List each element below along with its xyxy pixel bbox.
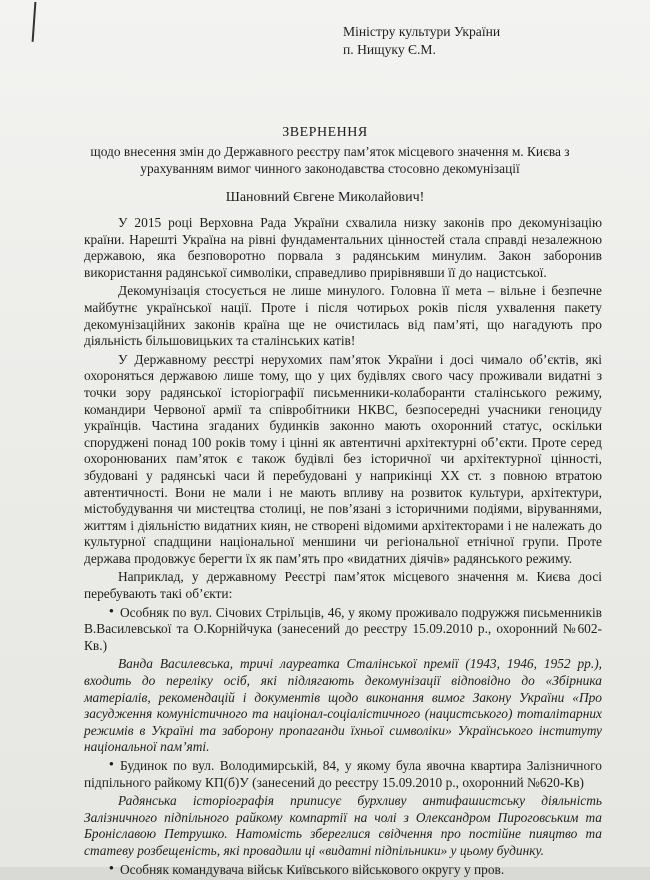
bullet-icon: • <box>108 603 114 620</box>
addressee-line-1: Міністру культури України <box>343 24 501 39</box>
commentary-paragraph: Ванда Василевська, тричі лауреатка Сталінської премії (1943, 1946, 1952 рр.), входить до переліку осіб, які підлягають декомунізації відповідно до «Збірника матеріалів, рекомендацій і документів щодо виконання вимог Закону України «Про засудження комуністичного та націонал-соціалістичного (нацистського) тоталітарних режимів в Україні та заборону пропаганди їхньої символіки» Українського інституту національної пам’яті. <box>84 656 602 755</box>
commentary-paragraph: Радянська історіографія приписує бурхливу антифашистську діяльність Залізничного підпільного райкому компартії на чолі з Олександром Пироговським та Броніславою Петрушко. Натомість збереглися свідчення про постійне пияцтво та статеву розбещеність, які провадили ці «видатні підпільники» у цьому будинку. <box>84 793 602 858</box>
bullet-icon: • <box>108 757 114 773</box>
addressee-block <box>343 23 633 59</box>
list-item <box>84 758 602 791</box>
addressee-line-2: п. Нищуку Є.М. <box>343 42 436 57</box>
document-subtitle: щодо внесення змін до Державного реєстру пам’яток місцевого значення м. Києва з урахуванням вимог чинного законодавства стосовно декомунізації <box>90 144 570 176</box>
bullet-icon: • <box>108 860 114 877</box>
document-body <box>84 215 602 880</box>
paragraph-4: Наприклад, у державному Реєстрі пам’яток місцевого значення м. Києва досі перебувають такі об’єкти: <box>84 569 602 602</box>
document-title: ЗВЕРНЕННЯ <box>282 125 368 140</box>
paragraph-2: Декомунізація стосується не лише минулого. Головна її мета – вільне і безпечне майбутнє української нації. Проте і після чотирьох років після ухвалення пакету декомунізаційних законів країна ще не очистилась від пам’яті, що нагадують про діяльність більшовицьких та сталінських катів! <box>84 283 602 349</box>
list-item <box>84 605 602 655</box>
paragraph-3: У Державному реєстрі нерухомих пам’яток України і досі чимало об’єктів, які охороняться державою лише тому, що у цих будівлях свого часу проживали видатні з точки зору радянської історіографії письменники-колаборанти сталінського режиму, командири Червоної армії та співробітники НКВС, безпосередні учасники геноциду українців. Частина згаданих будинків законно мають охоронний статус, оскільки споруджені понад 100 років тому і цінні як автентичні архітектурні об’єкти. Проте серед охоронюваних пам’яток є також будівлі без історичної чи архітектурної цінності, збудовані у радянські часи й перебудовані у наприкінці XX ст. з повною втратою автентичності. Вони не мали і не мають впливу на розвиток культури, архітектури, містобудування чи мистецтва столиці, не пов’язані з історичними подіями, віруваннями, життям і діяльністю видатних киян, не створені відомими архітекторами і не належать до культурної спадщини національної меншини чи регіональної етнічної групи. Проте держава продовжує берегти їх як пам’ять про «видатних діячів» радянського режиму. <box>84 351 602 566</box>
list-item-text: Особняк по вул. Січових Стрільців, 46, у якому проживало подружжя письменників В.Василевської та О.Корнійчука (занесений до реєстру 15.09.2010 р., охоронний №602-Кв.) <box>84 604 602 653</box>
list-item-text: Особняк командувача військ Київського військового округу у пров. <box>120 861 505 877</box>
pen-mark <box>32 2 40 42</box>
salutation: Шановний Євгене Миколайович! <box>225 190 425 205</box>
list-item-text: Будинок по вул. Володимирській, 84, у якому була явочна квартира Залізничного підпільного райкому КП(б)У (занесений до реєстру 15.09.2010 р., охоронний №620-Кв) <box>84 758 602 790</box>
list-item <box>84 862 602 879</box>
paragraph-1: У 2015 році Верховна Рада України схвалила низку законів про декомунізацію країни. Нарешті Україна на рівні фундаментальних цінностей стала справді незалежною державою, яка безповоротно порвала з радянським минулим. Закон заборонив використання радянської символіки, справедливо прирівнявши її до нацистської. <box>84 215 602 280</box>
